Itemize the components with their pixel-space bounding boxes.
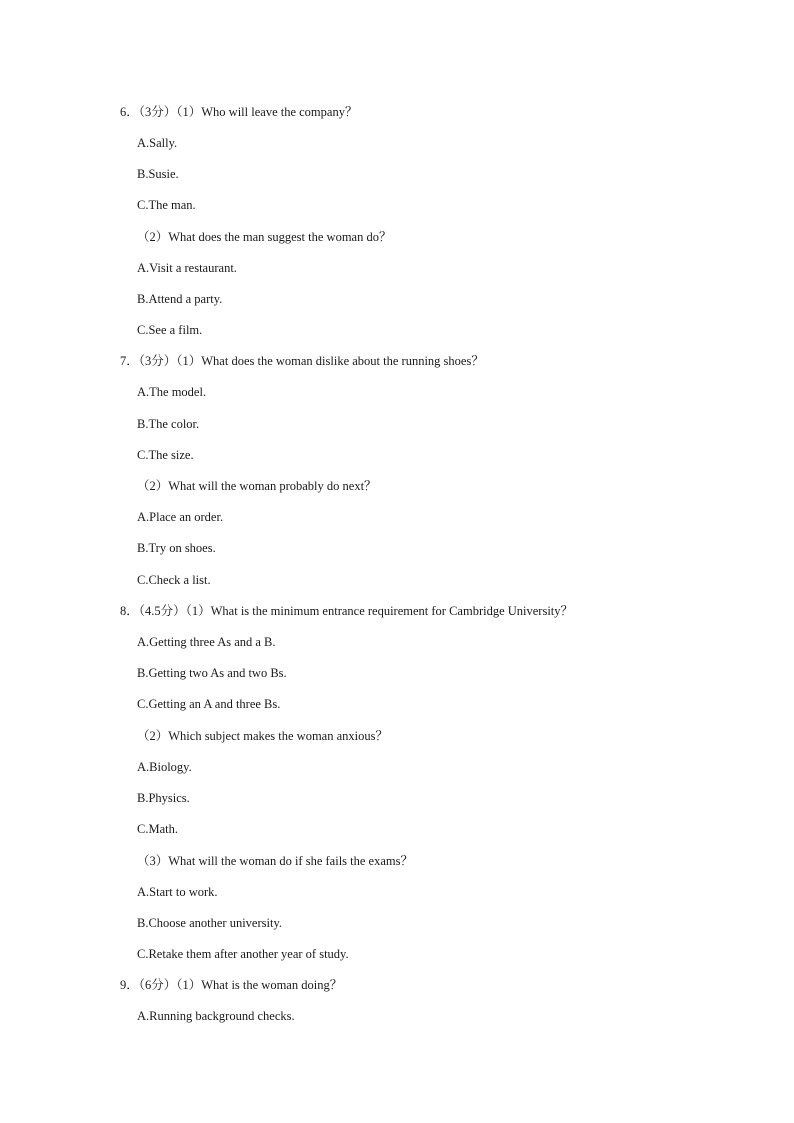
question-7-heading: 7．（3分）（1）What does the woman dislike about the running shoes？ (120, 354, 484, 368)
question-9-1-option-a: A.Running background checks. (137, 1009, 295, 1023)
question-7-2-prompt: （2）What will the woman probably do next？ (137, 479, 377, 493)
question-6-2-option-b: B.Attend a party. (137, 292, 223, 306)
question-9-heading: 9．（6分）（1）What is the woman doing？ (120, 978, 343, 992)
question-8-1-option-a: A.Getting three As and a B. (137, 635, 276, 649)
question-8-3-option-c: C.Retake them after another year of study. (137, 947, 349, 961)
question-7-1-option-b: B.The color. (137, 417, 200, 431)
question-6-1-option-b: B.Susie. (137, 167, 179, 181)
question-6-1-option-c: C.The man. (137, 198, 196, 212)
question-6-2-option-c: C.See a film. (137, 323, 203, 337)
question-7-1-option-c: C.The size. (137, 448, 194, 462)
question-8-2-option-c: C.Math. (137, 822, 178, 836)
question-7-2-option-b: B.Try on shoes. (137, 541, 216, 555)
question-8-1-option-c: C.Getting an A and three Bs. (137, 697, 281, 711)
question-8-3-prompt: （3）What will the woman do if she fails the exams？ (137, 854, 413, 868)
question-8-2-option-b: B.Physics. (137, 791, 190, 805)
question-6-2-prompt: （2）What does the man suggest the woman do？ (137, 230, 392, 244)
question-7-2-option-c: C.Check a list. (137, 573, 211, 587)
question-8-2-prompt: （2）Which subject makes the woman anxious？ (137, 729, 388, 743)
question-6-heading: 6．（3分）（1）Who will leave the company？ (120, 105, 358, 119)
question-7-2-option-a: A.Place an order. (137, 510, 224, 524)
question-8-heading: 8．（4.5分）（1）What is the minimum entrance requirement for Cambridge University？ (120, 604, 574, 618)
question-7-1-option-a: A.The model. (137, 385, 207, 399)
question-8-2-option-a: A.Biology. (137, 760, 192, 774)
question-8-1-option-b: B.Getting two As and two Bs. (137, 666, 287, 680)
question-6-2-option-a: A.Visit a restaurant. (137, 261, 237, 275)
question-8-3-option-b: B.Choose another university. (137, 916, 283, 930)
question-6-1-option-a: A.Sally. (137, 136, 178, 150)
question-8-3-option-a: A.Start to work. (137, 885, 218, 899)
